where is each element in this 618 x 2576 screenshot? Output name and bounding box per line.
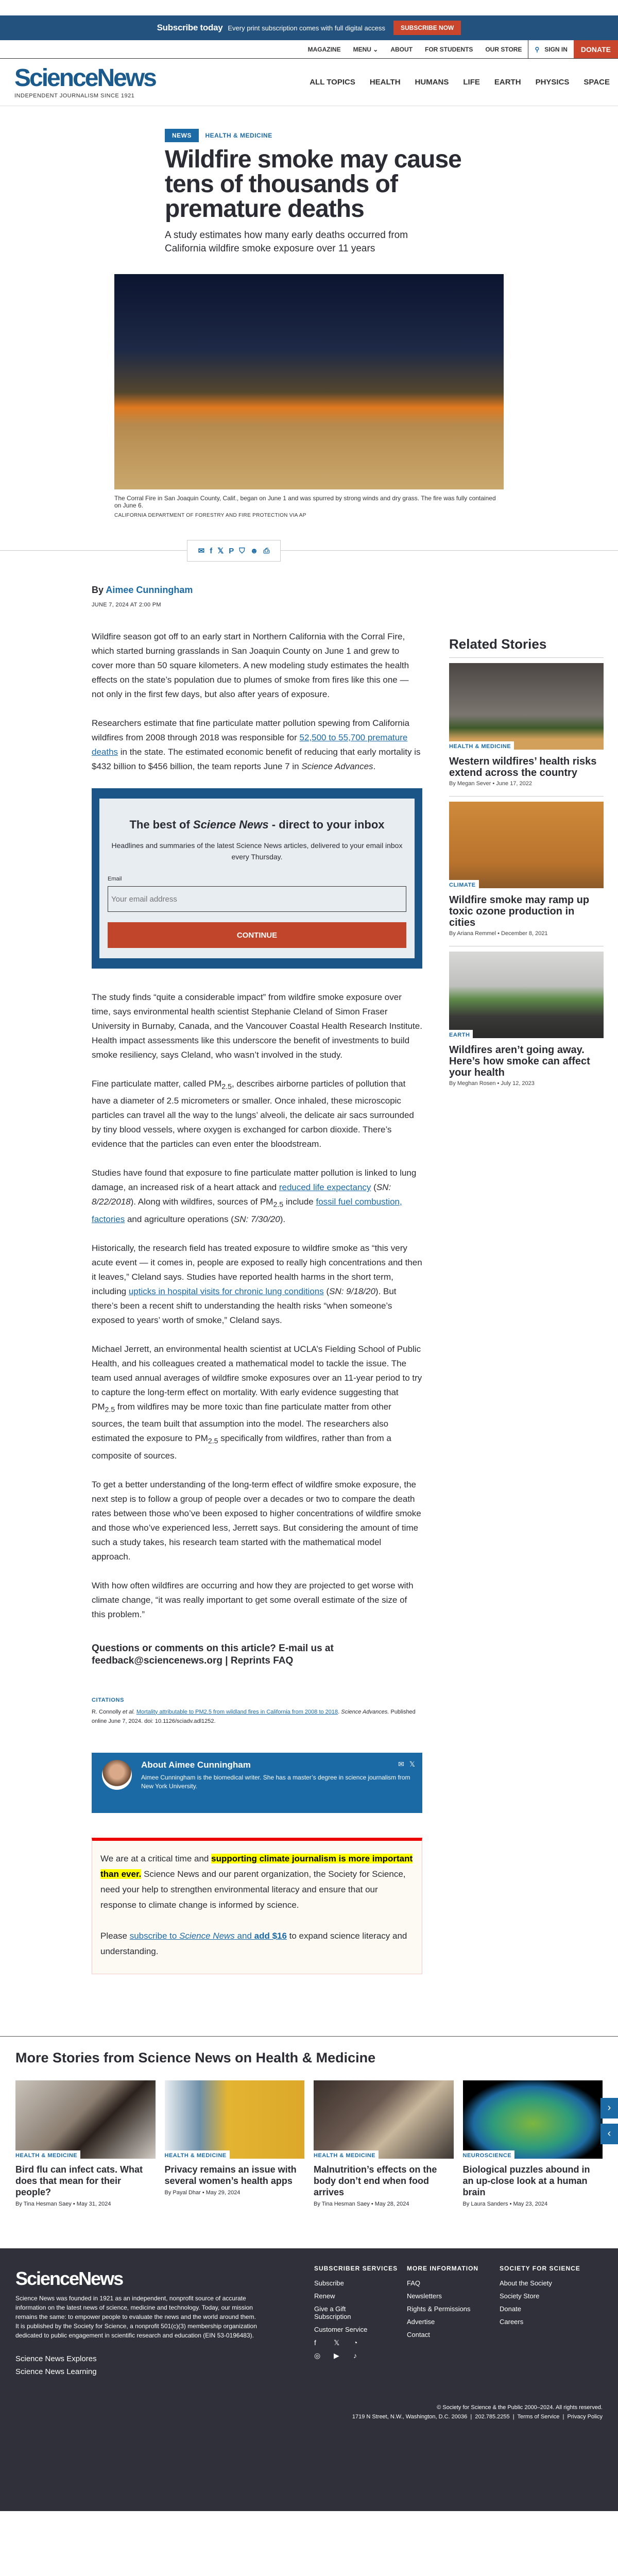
article-paragraph bbox=[92, 630, 422, 702]
inline-link[interactable]: and bbox=[234, 1930, 254, 1941]
story-byline: By Payal Dhar • May 29, 2024 bbox=[164, 2189, 241, 2196]
sign-in-label[interactable]: SIGN IN bbox=[544, 45, 568, 53]
inline-link[interactable]: subscribe to bbox=[129, 1930, 180, 1941]
text-run: The study finds “quite a considerable impact” from wildfire smoke exposure over time, says environmental health scientist Stephanie Cleland of Simon Fraser University in Burnaby, Canada, and the Vancouver Coastal Health Research Institute. Health impact assessments like this underscore the benefit of investments to build smoke resiliency, says Cleland, who wasn’t involved in the study. bbox=[92, 992, 422, 1060]
story-category[interactable]: HEALTH & MEDICINE bbox=[314, 2150, 379, 2159]
text-run: R. Connolly bbox=[92, 1708, 123, 1715]
more-stories-title: More Stories from Science News on Health & Medicine bbox=[15, 2049, 376, 2065]
author-x-icon[interactable]: 𝕏 bbox=[409, 1759, 415, 1768]
nav-life[interactable]: LIFE bbox=[463, 78, 480, 87]
story-category[interactable]: HEALTH & MEDICINE bbox=[165, 2150, 230, 2159]
story-image[interactable] bbox=[314, 2080, 454, 2159]
article-type-badge[interactable]: NEWS bbox=[165, 129, 199, 142]
text-run: To get a better understanding of the long-term effect of wildfire smoke exposure, the next step is to follow a group of people over a decades or two to compare the death rates between those who’ve been exposed to higher concentrations of wildfire smoke and those who’ve experienced less, Jerrett says. But considering the amount of time such a study takes, his research team started with the mathematical model approach. bbox=[92, 1479, 421, 1562]
image-caption: The Corral Fire in San Joaquin County, Calif., began on June 1 and was spurred by strong winds and dry grass. The fire was fully contained on June 6. bbox=[114, 495, 496, 509]
story-byline: By Tina Hesman Saey • May 28, 2024 bbox=[314, 2200, 409, 2207]
terms-link[interactable]: Terms of Service bbox=[517, 2413, 560, 2420]
divider bbox=[0, 550, 618, 551]
story-card[interactable] bbox=[15, 2080, 156, 2207]
footer-link[interactable]: Advertise bbox=[407, 2317, 435, 2326]
inline-link[interactable]: 52,500 to 55,700 premature deaths bbox=[92, 733, 408, 757]
instagram-icon[interactable]: ◎ bbox=[314, 2351, 321, 2360]
search-icon[interactable]: ⚲ bbox=[535, 45, 540, 53]
footer-description: Science News was founded in 1921 as an independent, nonprofit source of accurate information on the latest news of science, medicine and technology. Today, our mission remains the same: to empower people to evaluate the news and the world around them. It is published by the Society for Science, a nonprofit 501(c)(3) membership organization dedicated to public engagement in scientific research and education (EIN 53-0196483). bbox=[15, 2294, 257, 2339]
footer-link[interactable]: FAQ bbox=[407, 2279, 421, 2287]
footer-link[interactable]: Careers bbox=[500, 2317, 524, 2326]
related-image[interactable] bbox=[449, 663, 604, 750]
article-paragraph bbox=[92, 990, 422, 1062]
chevron-right-icon[interactable]: › bbox=[607, 2102, 611, 2114]
related-category[interactable]: CLIMATE bbox=[449, 880, 479, 888]
email-input[interactable] bbox=[108, 886, 406, 912]
footer-link[interactable]: Give a Gift Subscription bbox=[314, 2304, 351, 2320]
email-share-icon[interactable]: ✉ bbox=[198, 547, 205, 555]
story-card[interactable] bbox=[463, 2080, 603, 2207]
inline-link[interactable]: add $16 bbox=[254, 1930, 287, 1941]
publish-date: JUNE 7, 2024 AT 2:00 PM bbox=[92, 602, 161, 608]
facebook-icon[interactable]: f bbox=[210, 546, 213, 555]
story-image[interactable] bbox=[463, 2080, 603, 2159]
copyright: © Society for Science & the Public 2000–2024. All rights reserved. bbox=[437, 2404, 603, 2411]
main-nav bbox=[310, 78, 610, 87]
story-image[interactable] bbox=[165, 2080, 305, 2159]
related-headline[interactable]: Wildfires aren’t going away. Here’s how smoke can affect your health bbox=[449, 1044, 590, 1078]
related-category[interactable]: HEALTH & MEDICINE bbox=[449, 741, 514, 750]
text-run: Researchers estimate that fine particulate matter pollution spewing from California wildfires from 2008 through 2018 was responsible for bbox=[92, 718, 410, 742]
footer-link[interactable]: Renew bbox=[314, 2292, 335, 2300]
footer-link[interactable]: Newsletters bbox=[407, 2292, 442, 2300]
carousel-next-button[interactable] bbox=[600, 2098, 618, 2119]
nav-all-topics[interactable]: ALL TOPICS bbox=[310, 78, 355, 87]
footer-link[interactable]: Contact bbox=[407, 2330, 430, 2338]
related-title: Related Stories bbox=[449, 636, 604, 658]
subscript: 2.5 bbox=[221, 1082, 232, 1091]
story-headline[interactable]: Biological puzzles abound in an up-close look at a human brain bbox=[462, 2164, 590, 2197]
inline-link[interactable]: fossil fuel combustion, factories bbox=[92, 1197, 402, 1224]
chevron-left-icon[interactable]: ‹ bbox=[607, 2128, 611, 2140]
related-item[interactable] bbox=[449, 658, 604, 796]
text-run: . bbox=[373, 761, 376, 771]
text-run: ). But there’s been a recent shift to understanding the health risks “when someone’s exposed to years’ worth of smoke,” Cleland says. bbox=[92, 1286, 397, 1325]
author-link[interactable]: Aimee Cunningham bbox=[106, 585, 193, 595]
related-byline: By Megan Sever • June 17, 2022 bbox=[449, 781, 533, 787]
climate-appeal bbox=[92, 1838, 422, 1974]
text-run: Science News and our parent organization, the Society for Science, need your help to strengthen environmental literacy and ensure that our response to climate change is informed by science. bbox=[100, 1869, 406, 1910]
text-run: from wildfires may be more toxic than fine particulate matter from other sources, the team built that assumption into the model. The researchers also estimated the exposure to PM bbox=[92, 1401, 391, 1444]
logo-tagline: INDEPENDENT JOURNALISM SINCE 1921 bbox=[14, 92, 135, 99]
footer-link-explores[interactable]: Science News Explores bbox=[15, 2354, 97, 2363]
text-run: ( bbox=[371, 1182, 376, 1193]
text-run: to expand science literacy and understanding. bbox=[100, 1930, 407, 1956]
donate-button[interactable]: DONATE bbox=[574, 40, 618, 58]
x-icon[interactable]: 𝕏 bbox=[217, 547, 224, 555]
pocket-icon[interactable]: ⛉ bbox=[239, 546, 245, 555]
nav-menu[interactable]: MENU ⌄ bbox=[353, 45, 379, 53]
footer-col-title: MORE INFORMATION bbox=[407, 2264, 479, 2272]
text-run: supporting climate journalism is more important than ever. bbox=[100, 1853, 413, 1879]
footer-logo[interactable]: ScienceNews bbox=[15, 2267, 123, 2289]
author-email-icon[interactable]: ✉ bbox=[398, 1759, 404, 1768]
inline-link[interactable]: upticks in hospital visits for chronic lung conditions bbox=[128, 1286, 324, 1296]
nav-humans[interactable]: HUMANS bbox=[415, 78, 449, 87]
story-card[interactable] bbox=[165, 2080, 305, 2207]
related-byline: By Ariana Remmel • December 8, 2021 bbox=[449, 930, 548, 937]
nav-our-store[interactable]: OUR STORE bbox=[485, 45, 522, 53]
citations-heading: CITATIONS bbox=[92, 1697, 125, 1703]
email-label: Email bbox=[108, 876, 122, 882]
footer-link[interactable]: Society Store bbox=[500, 2292, 540, 2300]
related-item[interactable] bbox=[449, 796, 604, 946]
logo[interactable] bbox=[14, 66, 156, 99]
pinterest-icon[interactable]: P bbox=[229, 546, 234, 555]
story-card[interactable] bbox=[314, 2080, 454, 2207]
article-title: Wildfire smoke may cause tens of thousands of premature deaths bbox=[165, 146, 461, 223]
text-run: , describes airborne particles of pollution that have a diameter of 2.5 micrometers or smaller. Once inhaled, these microscopic particles can travel all the way to the lungs’ alveoli, the delicate air sacs surrounded by tiny blood vessels, where oxygen is exchanged for carbon dioxide. There’s evidence that the particles can even enter the bloodstream. bbox=[92, 1079, 414, 1149]
nav-health[interactable]: HEALTH bbox=[369, 78, 401, 87]
youtube-icon[interactable]: ▶ bbox=[334, 2351, 339, 2360]
nav-space[interactable]: SPACE bbox=[583, 78, 610, 87]
text-run: . bbox=[338, 1708, 341, 1715]
text-run: include bbox=[283, 1197, 316, 1207]
feedback-note: Questions or comments on this article? E-mail us at feedback@sciencenews.org | Reprints FAQ bbox=[92, 1642, 334, 1666]
related-stories bbox=[449, 585, 604, 1974]
author-avatar bbox=[102, 1760, 132, 1790]
inline-link[interactable]: reduced life expectancy bbox=[279, 1182, 371, 1193]
privacy-link[interactable]: Privacy Policy bbox=[567, 2413, 603, 2420]
phone: 202.785.2255 bbox=[475, 2413, 510, 2420]
article-paragraph bbox=[92, 1478, 422, 1564]
footer-link[interactable]: Customer Service bbox=[314, 2325, 368, 2333]
story-image[interactable] bbox=[15, 2080, 156, 2159]
subscribe-banner bbox=[0, 15, 618, 40]
nav-physics[interactable]: PHYSICS bbox=[535, 78, 570, 87]
subscribe-title: Subscribe today bbox=[157, 23, 223, 32]
author-box bbox=[92, 1753, 422, 1813]
text-run: Michael Jerrett, an environmental health scientist at UCLA’s Fielding School of Public Health, and his colleagues created a mathematical model to tackle the issue. The team used annual averages of wildfire smoke exposures over an 11-year period to try to capture the long-term effect on mortality. With early evidence suggesting that PM bbox=[92, 1344, 422, 1412]
text-run: and agriculture operations ( bbox=[125, 1214, 234, 1224]
article-paragraph bbox=[92, 1579, 422, 1622]
text-run: specifically from wildfires, rather than from a composite of sources. bbox=[92, 1433, 391, 1461]
story-headline[interactable]: Bird flu can infect cats. What does that mean for their people? bbox=[15, 2164, 143, 2197]
print-icon[interactable]: ⎙ bbox=[263, 546, 270, 555]
story-headline[interactable]: Privacy remains an issue with several women’s health apps bbox=[164, 2164, 297, 2186]
nav-earth[interactable]: EARTH bbox=[494, 78, 521, 87]
nav-magazine[interactable]: MAGAZINE bbox=[307, 45, 341, 53]
footer-link[interactable]: Subscribe bbox=[314, 2279, 344, 2287]
logo-wordmark[interactable]: ScienceNews bbox=[14, 64, 156, 92]
reddit-icon[interactable]: ☻ bbox=[250, 546, 259, 555]
story-category[interactable]: HEALTH & MEDICINE bbox=[15, 2150, 80, 2159]
article-paragraph bbox=[92, 1342, 422, 1463]
facebook-icon[interactable]: f bbox=[314, 2338, 316, 2347]
footer-col-title: SUBSCRIBER SERVICES bbox=[314, 2264, 398, 2272]
byline bbox=[92, 585, 422, 596]
footer-col-title: SOCIETY FOR SCIENCE bbox=[500, 2264, 580, 2272]
related-item[interactable] bbox=[449, 946, 604, 1096]
newsletter-desc: Headlines and summaries of the latest Science News articles, delivered to your email inbox every Thursday. bbox=[111, 841, 403, 861]
newsletter-signup bbox=[92, 788, 422, 969]
related-headline[interactable]: Wildfire smoke may ramp up toxic ozone production in cities bbox=[449, 894, 590, 928]
subscribe-now-button[interactable]: SUBSCRIBE NOW bbox=[393, 21, 461, 35]
footer-link[interactable]: About the Society bbox=[500, 2279, 552, 2287]
story-category[interactable]: NEUROSCIENCE bbox=[463, 2150, 515, 2159]
tiktok-icon[interactable]: ♪ bbox=[353, 2351, 357, 2360]
footer-link[interactable]: Rights & Permissions bbox=[407, 2304, 471, 2313]
text-run: Wildfire season got off to an early start in Northern California with the Corral Fire, which started burning grasslands in San Joaquin County on June 1 and grew to cover more than 50 square kilometers. A new modeling study estimates the health effects on the state’s population due to plumes of smoke from fires like this one — not only in the first few days, but also after years of exposure. bbox=[92, 632, 409, 699]
text-run: ). bbox=[280, 1214, 286, 1224]
text-run: ). Along with wildfires, sources of PM bbox=[130, 1197, 273, 1207]
sign-in-button[interactable] bbox=[528, 40, 573, 58]
x-icon[interactable]: 𝕏 bbox=[334, 2338, 340, 2347]
text-run: et al. bbox=[122, 1708, 135, 1715]
citation bbox=[92, 1707, 422, 1726]
text-run: ( bbox=[323, 1286, 330, 1296]
related-byline: By Meghan Rosen • July 12, 2023 bbox=[449, 1080, 535, 1087]
text-run: Science Advances bbox=[301, 761, 373, 771]
hero-image bbox=[114, 274, 504, 489]
article-body bbox=[92, 585, 422, 1974]
rss-icon[interactable]: ◔ bbox=[353, 2338, 358, 2347]
article-paragraph bbox=[92, 1077, 422, 1151]
text-run: Science Advances. bbox=[341, 1708, 389, 1715]
address: 1719 N Street, N.W., Washington, D.C. 20036 bbox=[352, 2413, 468, 2420]
text-run: With how often wildfires are occurring and how they are projected to get worse with climate change, “it was really important to get some overall estimate of the size of this problem.” bbox=[92, 1580, 414, 1619]
image-credit: CALIFORNIA DEPARTMENT OF FORESTRY AND FIRE PROTECTION VIA AP bbox=[114, 513, 306, 518]
text-run: Studies have found that exposure to fine particulate matter pollution is linked to lung damage, an increased risk of a heart attack and bbox=[92, 1168, 417, 1193]
text-run: Please bbox=[100, 1930, 130, 1941]
related-image[interactable] bbox=[449, 802, 604, 888]
subscript: 2.5 bbox=[273, 1200, 284, 1209]
text-run: Historically, the research field has treated exposure to wildfire smoke as “this very acute event — it comes in, people are exposed to really high concentrations and then it leaves,” Cleland says. Studies have reported health harms in the short term, including bbox=[92, 1243, 422, 1296]
footer: ScienceNews Science News was founded in 1921 as an independent, nonprofit source of accurate information on the latest news of science, medicine and technology. Today, our mission remains the same: to empower people to evaluate the news and the world around them. It is published by the Society for Science, a nonprofit 501(c)(3) membership organization dedicated to public engagement in scientific research and education (EIN 53-0196483). Science News Explores Science News Learning SUBSCRIBER SERVICES Subscribe Renew Give a Gift Subscription Customer Service f 𝕏 ◔ ◎ ▶ ♪ MORE INFORMATION FAQ Newsletters Rights & Permissions Advertise Contact SOCIETY FOR SCIENCE About the Society Society Store Donate Careers © Society for Science & the Public 2000–2024. All rights reserved. 1719 N Street, N.W., Washington, D.C. 20036 | 202.785.2255 | Terms of Service | Privacy Policy bbox=[0, 2248, 618, 2511]
footer-link-learning[interactable]: Science News Learning bbox=[15, 2367, 97, 2376]
article-category[interactable]: HEALTH & MEDICINE bbox=[205, 132, 272, 139]
text-run: SN: 7/30/20 bbox=[233, 1214, 280, 1224]
continue-button[interactable]: CONTINUE bbox=[108, 922, 406, 948]
nav-about[interactable]: ABOUT bbox=[390, 45, 413, 53]
byline-prefix: By bbox=[92, 585, 104, 595]
story-headline[interactable]: Malnutrition’s effects on the body don’t end when food arrives bbox=[314, 2164, 437, 2197]
author-box-title: About Aimee Cunningham bbox=[141, 1759, 251, 1770]
text-run: in the state. The estimated economic benefit of reducing that early mortality is $432 billion to $456 billion, the team reports June 7 in bbox=[92, 747, 421, 771]
subscript: 2.5 bbox=[208, 1437, 218, 1446]
more-stories bbox=[0, 2036, 618, 2207]
article-paragraph bbox=[92, 1241, 422, 1328]
related-image[interactable] bbox=[449, 952, 604, 1038]
author-bio: Aimee Cunningham is the biomedical writer. She has a master’s degree in science journalism from New York University. bbox=[141, 1773, 410, 1790]
nav-for-students[interactable]: FOR STUDENTS bbox=[424, 45, 473, 53]
story-byline: By Laura Sanders • May 23, 2024 bbox=[462, 2200, 548, 2207]
text-run: SN: 9/18/20 bbox=[329, 1286, 375, 1296]
article-paragraph bbox=[92, 716, 422, 774]
subscribe-text: Every print subscription comes with full digital access bbox=[228, 24, 386, 32]
text-run: We are at a critical time and bbox=[100, 1853, 212, 1863]
text-run: SN: 8/22/2018 bbox=[92, 1182, 391, 1207]
story-byline: By Tina Hesman Saey • May 31, 2024 bbox=[15, 2200, 111, 2207]
share-bar bbox=[187, 540, 281, 562]
utility-nav bbox=[0, 40, 618, 59]
carousel-prev-button[interactable] bbox=[600, 2124, 618, 2144]
text-run: Published online June 7, 2024. doi: 10.1126/sciadv.adl1252. bbox=[92, 1708, 416, 1724]
related-category[interactable]: EARTH bbox=[449, 1030, 473, 1038]
text-run: Fine particulate matter, called PM bbox=[92, 1079, 222, 1089]
inline-link[interactable]: Science News bbox=[179, 1930, 235, 1941]
article-dek: A study estimates how many early deaths occurred from California wildfire smoke exposure over 11 years bbox=[165, 230, 408, 254]
newsletter-title: The best of Science News - direct to your inbox bbox=[129, 818, 385, 831]
inline-link[interactable]: Mortality attributable to PM2.5 from wildland fires in California from 2008 to 2018 bbox=[136, 1708, 338, 1715]
article-paragraph bbox=[92, 1166, 422, 1226]
subscript: 2.5 bbox=[105, 1405, 115, 1414]
footer-link[interactable]: Donate bbox=[500, 2304, 521, 2313]
related-headline[interactable]: Western wildfires’ health risks extend across the country bbox=[449, 756, 597, 778]
